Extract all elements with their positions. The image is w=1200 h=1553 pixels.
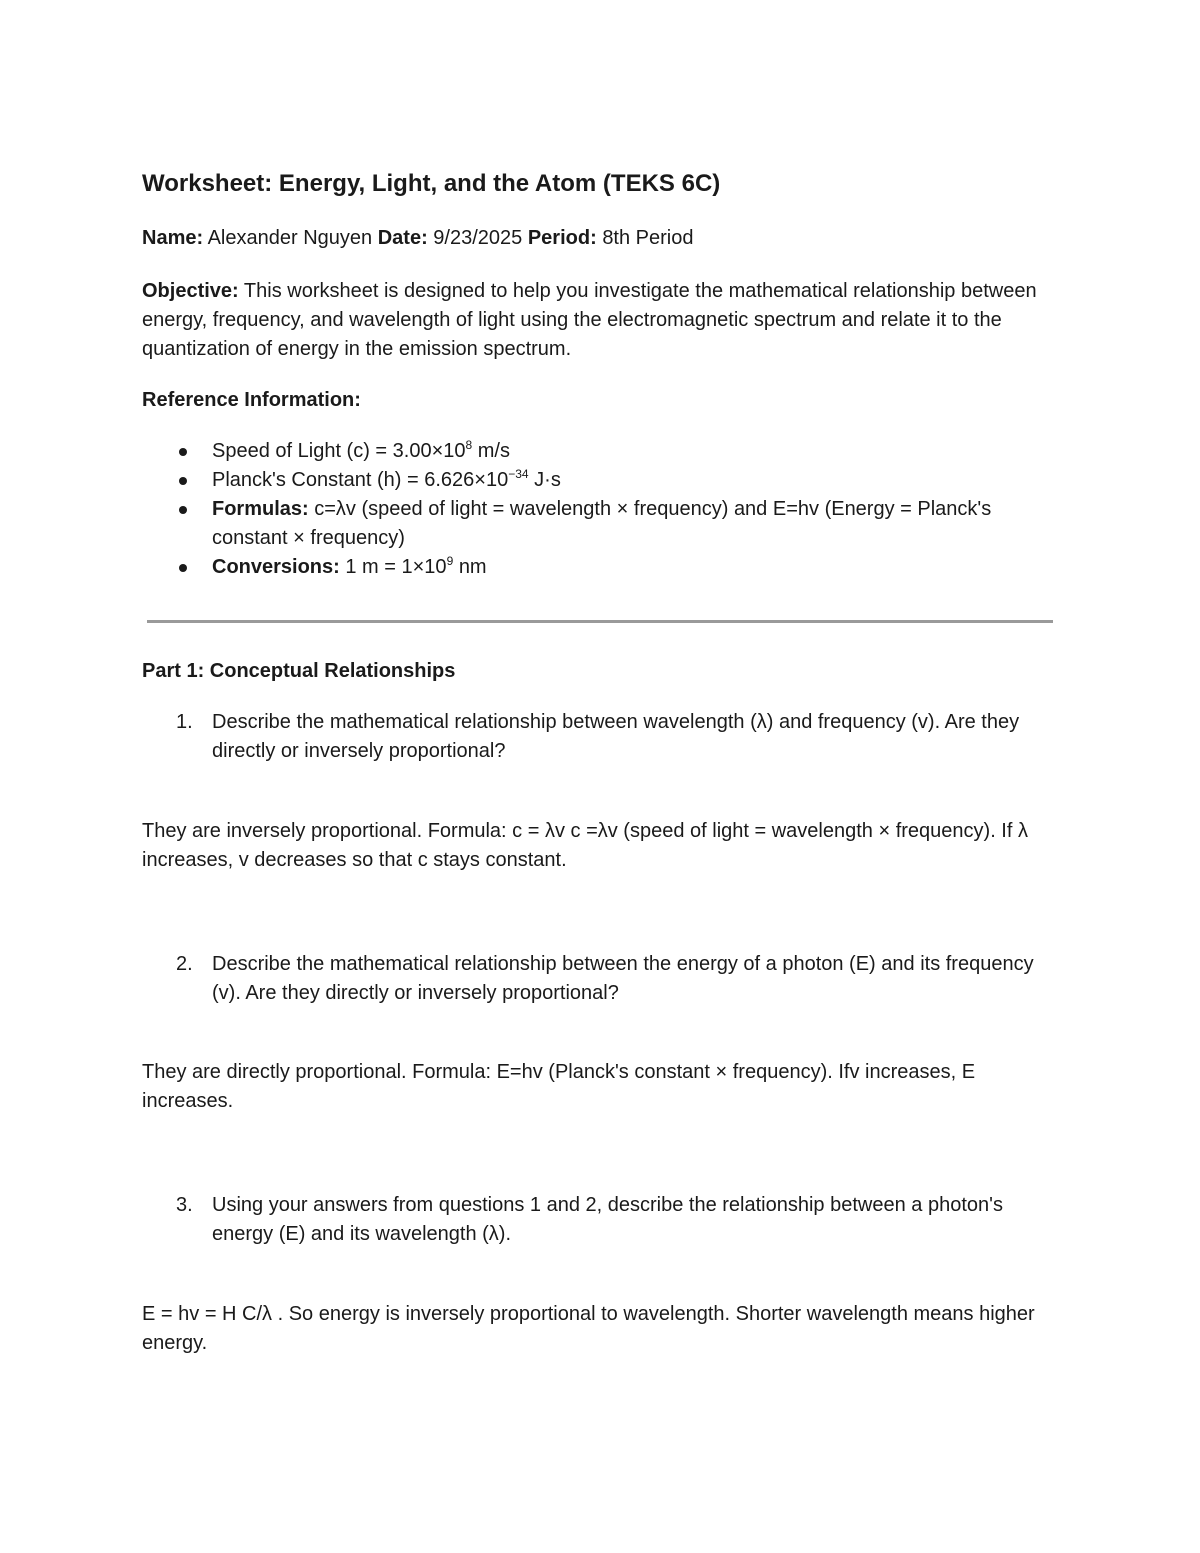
answer-1: They are inversely proportional. Formula: c = λv c =λv (speed of light = wavelength × frequency). If λ increases, v decreases so that c stays constant. xyxy=(142,820,1028,871)
name-label: Name: xyxy=(142,227,204,249)
question-3 xyxy=(142,1191,1054,1249)
reference-list xyxy=(142,437,1054,582)
bullet-icon xyxy=(179,506,187,514)
bullet-icon xyxy=(179,477,187,485)
answer-2: They are directly proportional. Formula: E=hv (Planck's constant × frequency). Ifv increases, E increases. xyxy=(142,1061,976,1112)
planck-constant-text: Planck's Constant (h) = 6.626×10 xyxy=(212,469,509,491)
question-number: 2. xyxy=(176,953,193,975)
conversions-exponent: 9 xyxy=(446,554,454,568)
student-info-line xyxy=(142,224,1054,253)
date-value: 9/23/2025 xyxy=(433,227,523,249)
question-text: Using your answers from questions 1 and 2, describe the relationship between a photon's energy (E) and its wavelength (λ). xyxy=(212,1194,1003,1245)
question-number: 3. xyxy=(176,1194,193,1216)
planck-constant-exponent: −34 xyxy=(508,467,529,481)
horizontal-divider xyxy=(147,620,1053,623)
speed-of-light-exponent: 8 xyxy=(465,438,473,452)
list-item xyxy=(142,437,1054,466)
formulas-label: Formulas: xyxy=(212,498,309,520)
question-1 xyxy=(142,708,1054,766)
name-value: Alexander Nguyen xyxy=(207,227,373,249)
period-value: 8th Period xyxy=(602,227,694,249)
conversions-label: Conversions: xyxy=(212,556,340,578)
answer-3: E = hv = H C/λ . So energy is inversely proportional to wavelength. Shorter wavelength means higher energy. xyxy=(142,1303,1035,1354)
part1-heading: Part 1: Conceptual Relationships xyxy=(142,660,456,682)
date-label: Date: xyxy=(377,227,428,249)
formulas-text: c=λv (speed of light = wavelength × frequency) and E=hv (Energy = Planck's constant × frequency) xyxy=(212,498,992,549)
bullet-icon xyxy=(179,564,187,572)
list-item xyxy=(142,466,1054,495)
objective-paragraph xyxy=(142,277,1054,364)
conversions-text: 1 m = 1×10 xyxy=(345,556,447,578)
list-item xyxy=(142,553,1054,582)
planck-constant-unit: J·s xyxy=(534,469,561,491)
question-text: Describe the mathematical relationship between the energy of a photon (E) and its frequency (v). Are they directly or inversely proportional? xyxy=(212,953,1034,1004)
list-item xyxy=(142,495,1054,553)
question-2 xyxy=(142,950,1054,1008)
speed-of-light-text: Speed of Light (c) = 3.00×10 xyxy=(212,440,466,462)
reference-heading: Reference Information: xyxy=(142,389,361,411)
page-title: Worksheet: Energy, Light, and the Atom (TEKS 6C) xyxy=(142,170,721,197)
question-text: Describe the mathematical relationship between wavelength (λ) and frequency (v). Are they directly or inversely proportional? xyxy=(212,711,1020,762)
conversions-unit: nm xyxy=(458,556,487,578)
objective-text: This worksheet is designed to help you investigate the mathematical relationship between energy, frequency, and wavelength of light using the electromagnetic spectrum and relate it to the quantization of energy in the emission spectrum. xyxy=(142,280,1037,360)
speed-of-light-unit: m/s xyxy=(477,440,510,462)
question-number: 1. xyxy=(176,711,193,733)
objective-label: Objective: xyxy=(142,280,239,302)
bullet-icon xyxy=(179,448,187,456)
period-label: Period: xyxy=(527,227,597,249)
